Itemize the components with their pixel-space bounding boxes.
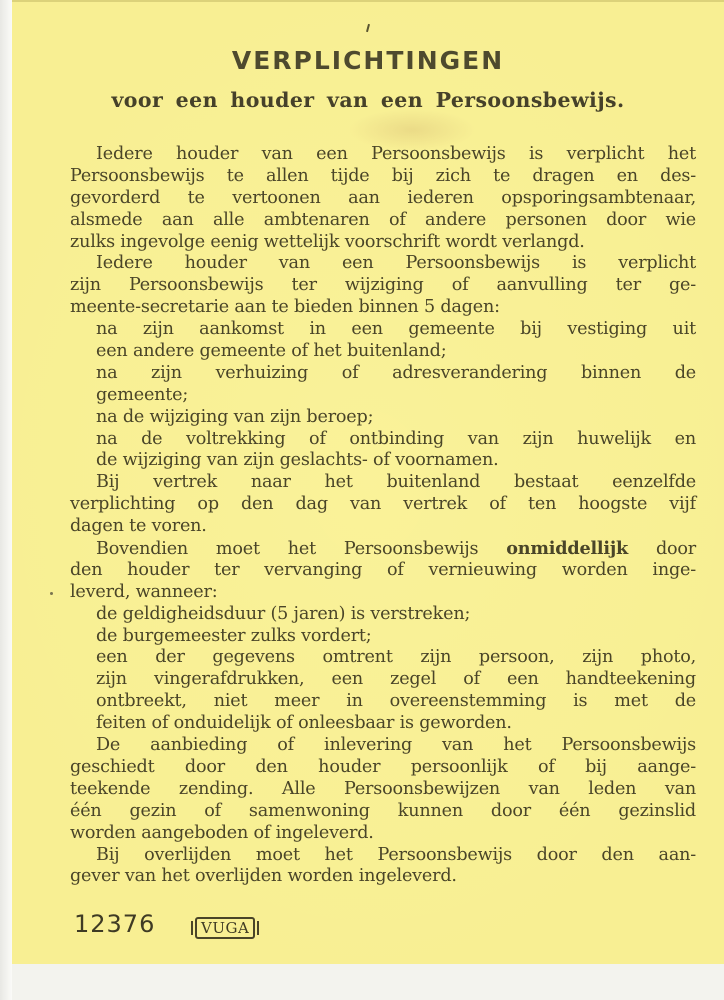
printer-mark: VUGA: [195, 917, 255, 939]
paper-speck: [50, 592, 53, 595]
text-line: een der gegevens omtrent zijn persoon, zijn photo,: [96, 647, 696, 668]
form-number: 12376: [74, 910, 156, 938]
text-line: na zijn verhuizing of adresverandering binnen de: [96, 362, 696, 383]
text-line: [70, 538, 696, 560]
text-line: alsmede aan alle ambtenaren of andere personen door wie: [70, 209, 696, 230]
document-title: VERPLICHTINGEN: [231, 46, 505, 75]
text-line: een andere gemeente of het buitenland;: [96, 341, 447, 362]
document-body: [70, 144, 696, 888]
text-line: de wijziging van zijn geslachts- of voornamen.: [96, 450, 499, 471]
text-line: gevorderd te vertoonen aan iederen opsporingsambtenaar,: [70, 187, 696, 208]
text-run: Bovendien moet het Persoonsbewijs: [96, 539, 507, 560]
text-line: ontbreekt, niet meer in overeenstemming is met de: [96, 691, 696, 712]
text-line: den houder ter vervanging of vernieuwing worden inge-: [70, 559, 696, 580]
text-line: zijn Persoonsbewijs ter wijziging of aanvulling ter ge-: [70, 275, 696, 296]
text-line: gemeente;: [96, 384, 189, 405]
text-line: verplichting op den dag van vertrek of ten hoogste vijf: [70, 494, 696, 515]
text-line: na de wijziging van zijn beroep;: [96, 406, 374, 427]
text-line: worden aangeboden of ingeleverd.: [70, 822, 374, 843]
document-subtitle: voor een houder van een Persoonsbewijs.: [111, 88, 625, 112]
document-card: [12, 0, 724, 964]
text-line: zijn vingerafdrukken, een zegel of een handteekening: [96, 669, 696, 690]
emphasized-text: onmiddellijk: [506, 538, 629, 560]
ink-mark: [366, 24, 370, 32]
text-line: feiten of onduidelijk of onleesbaar is geworden.: [96, 713, 512, 734]
text-line: de burgemeester zulks vordert;: [96, 625, 372, 646]
text-line: de geldigheidsduur (5 jaren) is verstreken;: [96, 603, 471, 624]
text-line: leverd, wanneer:: [70, 581, 218, 602]
text-line: na zijn aankomst in een gemeente bij vestiging uit: [96, 319, 696, 340]
text-line: geschiedt door den houder persoonlijk of bij aange-: [70, 756, 696, 777]
text-line: één gezin of samenwoning kunnen door één gezinslid: [70, 800, 696, 821]
text-line: Bij overlijden moet het Persoonsbewijs door den aan-: [96, 844, 696, 865]
text-line: Iedere houder van een Persoonsbewijs is verplicht het: [96, 144, 696, 164]
text-line: Persoonsbewijs te allen tijde bij zich te dragen en des-: [70, 165, 696, 186]
text-line: dagen te voren.: [70, 516, 207, 537]
text-run: door: [628, 539, 696, 560]
text-line: zulks ingevolge eenig wettelijk voorschrift wordt verlangd.: [70, 231, 585, 252]
text-line: gever van het overlijden worden ingeleverd.: [70, 866, 457, 887]
text-line: meente-secretarie aan te bieden binnen 5 dagen:: [70, 297, 500, 318]
text-line: De aanbieding of inlevering van het Persoonsbewijs: [96, 735, 696, 756]
text-line: na de voltrekking of ontbinding van zijn huwelijk en: [96, 428, 696, 449]
text-line: teekende zending. Alle Persoonsbewijzen van leden van: [70, 778, 696, 799]
text-line: Iedere houder van een Persoonsbewijs is verplicht: [96, 253, 696, 274]
scan-edge: [0, 0, 12, 1000]
text-line: Bij vertrek naar het buitenland bestaat eenzelfde: [96, 472, 696, 493]
